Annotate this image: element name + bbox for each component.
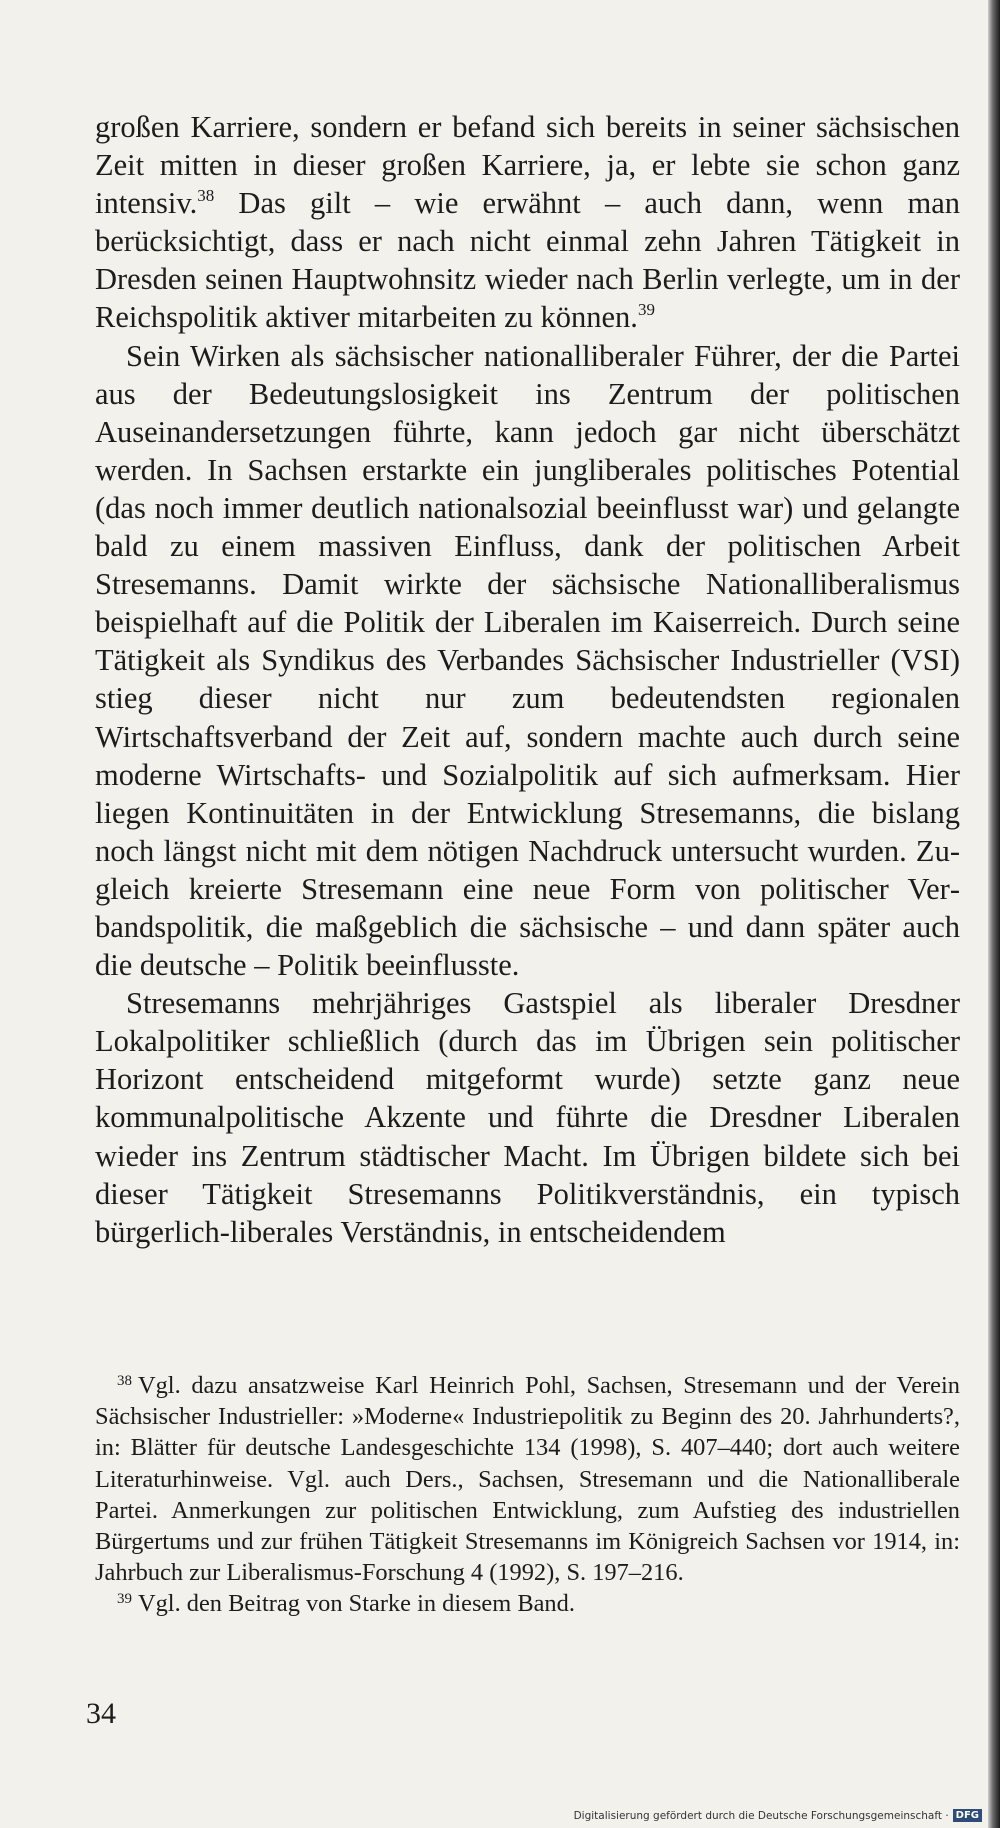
footnote-ref-38[interactable]: 38 [197,186,215,206]
footnote-ref-39[interactable]: 39 [637,300,655,320]
dfg-logo-icon: DFG [953,1809,982,1822]
footnote-38 [95,1370,960,1588]
main-text-block [95,108,960,1251]
paragraph-3: Stresemanns mehrjähriges Gastspiel als liberaler Dresdner Lokalpolitiker schließlich (durch das im Übrigen sein politischer Horizont entscheidend mitgeformt wurde) setzte ganz neue kommunalpolitische Akzente und führte die Dresdner Liberalen wieder ins Zentrum städtischer Macht. Im Übrigen bildete sich bei dieser Tätigkeit Stresemanns Politikverständnis, ein typisch bürgerlich-liberales Verständnis, in entscheidendem [95,986,960,1249]
footnote-39 [95,1588,960,1619]
page-edge-shadow [988,0,1000,1828]
footnote-text: Vgl. dazu ansatzweise Karl Heinrich Pohl, Sachsen, Stresemann und der Verein Sächsischer Industrieller: »Moderne« Industriepolitik zu Beginn des 20. Jahrhunderts?, in: Blätter für deutsche Landesgeschichte 134 (1998), S. 407–440; dort auch weitere Literaturhinweise. Vgl. auch Ders., Sachsen, Stresemann und die Nationalliberale Partei. Anmerkungen zur politischen Entwicklung, zum Aufstieg des industriellen Bürgertums und zur frühen Tätigkeit Stresemanns im Königreich Sachsen vor 1914, in: Jahrbuch zur Liberalismus-Forschung 4 (1992), S. 197–216. [95,1372,960,1587]
paragraph-1-part-2: Das gilt – wie erwähnt – auch dann, wenn man berücksichtigt, dass er nach nicht einmal zehn Jahren Tätigkeit in Dresden seinen Hauptwohnsitz wieder nach Berlin verlegte, um in der Reichspolitik aktiver mitarbeiten zu können. [95,186,960,335]
footnote-text: Vgl. den Beitrag von Starke in diesem Band. [138,1590,575,1618]
digitization-note-text: Digitalisierung gefördert durch die Deutsche Forschungsgemeinschaft · [573,1809,949,1822]
paragraph-1-part-1: großen Karriere, sondern er befand sich bereits in seiner sächsischen Zeit mitten in dieser großen Karriere, ja, er lebte sie schon ganz intensiv. [95,110,960,221]
paragraph-2: Sein Wirken als sächsischer nationalliberaler Führer, der die Partei aus der Bedeutungslosigkeit ins Zentrum der politischen Auseinandersetzungen führte, kann jedoch gar nicht überschätzt werden. In Sachsen erstarkte ein jungliberales politisches Potential (das noch immer deutlich nationalsozial beeinflusst war) und gelangte bald zu einem massiven Einfluss, dank der politischen Arbeit Stresemanns. Damit wirkte der sächsische Nationalliberalismus beispielhaft auf die Politik der Liberalen im Kaiserreich. Durch seine Tätigkeit als Syndikus des Verbandes Sächsischer Industrieller (VSI) stieg dieser nicht nur zum bedeutendsten regionalen Wirtschaftsverband der Zeit auf, sondern machte auch durch seine moderne Wirtschafts- und Sozialpolitik auf sich aufmerksam. Hier liegen Kontinuitäten in der Entwicklung Stresemanns, die bislang noch längst nicht mit dem nötigen Nachdruck untersucht wurden. Zugleich kreierte Stresemann eine neue Form von politischer Verbandspolitik, die maßgeblich die sächsische – und dann später auch die deutsche – Politik beeinflusste. [95,338,960,983]
footnote-number: 39 [117,1591,132,1608]
digitization-note [574,1809,982,1822]
footnotes [95,1370,960,1620]
paragraph-1 [95,108,960,337]
page-number: 34 [86,1697,116,1730]
footnote-number: 38 [117,1373,132,1389]
